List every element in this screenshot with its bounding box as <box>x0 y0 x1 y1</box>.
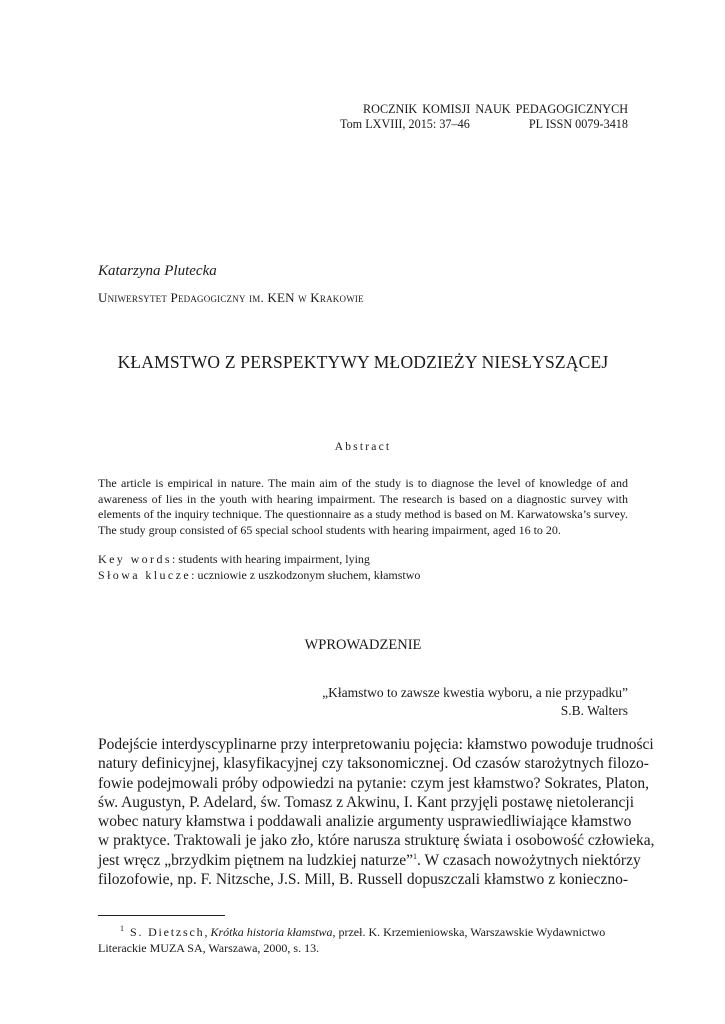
article-title: KŁAMSTWO Z PERSPEKTYWY MŁODZIEŻY NIESŁYSZĄCEJ <box>117 352 609 372</box>
epigraph-source: S.B. Walters <box>560 702 628 718</box>
footnote-line-1 <box>98 924 628 940</box>
abstract-heading: Abstract <box>334 441 392 453</box>
section-heading: WPROWADZENIE <box>304 637 422 653</box>
epigraph-quote: „Kłamstwo to zawsze kwestia wyboru, a nie przypadku” <box>322 685 628 700</box>
body-line: filozofowie, np. F. Nitzsche, J.S. Mill, B. Russell dopuszczali kłamstwo z konieczno- <box>98 871 628 889</box>
footnote-marker: 1 <box>413 851 418 861</box>
footnote-sep: , <box>204 925 211 939</box>
footnote-work: Krótka historia kłamstwa <box>210 925 333 939</box>
footnote-author: S. Dietzsch <box>130 925 205 939</box>
abstract-text: The article is empirical in nature. The main aim of the study is to diagnose the level of knowledge of and awareness of lies in the youth with hearing impairment. The research is based on a diagnostic survey with elements of the inquiry technique. The questionnaire as a study method is based on M. Karwatowska’s survey. The study group consisted of 65 special school students with hearing impairment, aged 16 to 20. <box>98 476 628 537</box>
footnote <box>98 924 628 956</box>
keywords-en-value: : students with hearing impairment, lying <box>171 552 370 566</box>
footnote-number: 1 <box>120 924 124 933</box>
body-line-with-footnote <box>98 851 641 870</box>
keywords-pl <box>98 568 628 584</box>
body-line: Podejście interdyscyplinarne przy interpretowaniu pojęcia: kłamstwo powoduje trudności <box>98 736 654 753</box>
keywords-block <box>98 552 628 583</box>
body-line: w praktyce. Traktowali je jako zło, które narusza strukturę świata i osobowość człowieka, <box>98 832 655 850</box>
keywords-pl-value: : uczniowie z uszkodzonym słuchem, kłamstwo <box>191 567 421 582</box>
body-line-part: jest wręcz „brzydkim piętnem na ludzkiej naturze” <box>98 851 414 869</box>
body-line: natury definicyjnej, klasyfikacyjnej czy taksonomicznej. Od czasów starożytnych filozo- <box>98 755 649 773</box>
epigraph <box>98 684 628 719</box>
body-line-part: . W czasach nowożytnych niektórzy <box>417 851 641 869</box>
journal-volume-line <box>340 117 628 132</box>
keywords-en <box>98 552 628 568</box>
journal-volume: Tom LXVIII, 2015: 37–46 <box>340 117 470 131</box>
journal-header <box>340 102 628 132</box>
body-paragraph <box>98 735 655 889</box>
keywords-en-label: Key words <box>98 552 172 566</box>
footnote-line-2: Literackie MUZA SA, Warszawa, 2000, s. 13. <box>98 941 320 955</box>
body-line: św. Augustyn, P. Adelard, św. Tomasz z Akwinu, I. Kant przyjęli postawę nietolerancji <box>98 793 635 811</box>
footnote-divider <box>98 915 225 916</box>
journal-issn: PL ISSN 0079-3418 <box>528 117 628 131</box>
body-line: fowie podejmowali próby odpowiedzi na pytanie: czym jest kłamstwo? Sokrates, Platon, <box>98 774 649 792</box>
body-line: wobec natury kłamstwa i poddawali analizie argumenty usprawiedliwiające kłamstwo <box>98 813 632 831</box>
keywords-pl-label: Słowa klucze <box>98 567 192 582</box>
author-name: Katarzyna Plutecka <box>98 263 217 279</box>
author-affiliation: Uniwersytet Pedagogiczny im. KEN w Krakowie <box>98 290 364 305</box>
journal-name: ROCZNIK KOMISJI NAUK PEDAGOGICZNYCH <box>363 102 628 116</box>
footnote-rest-1: , przeł. K. Krzemieniowska, Warszawskie Wydawnictwo <box>332 925 606 939</box>
